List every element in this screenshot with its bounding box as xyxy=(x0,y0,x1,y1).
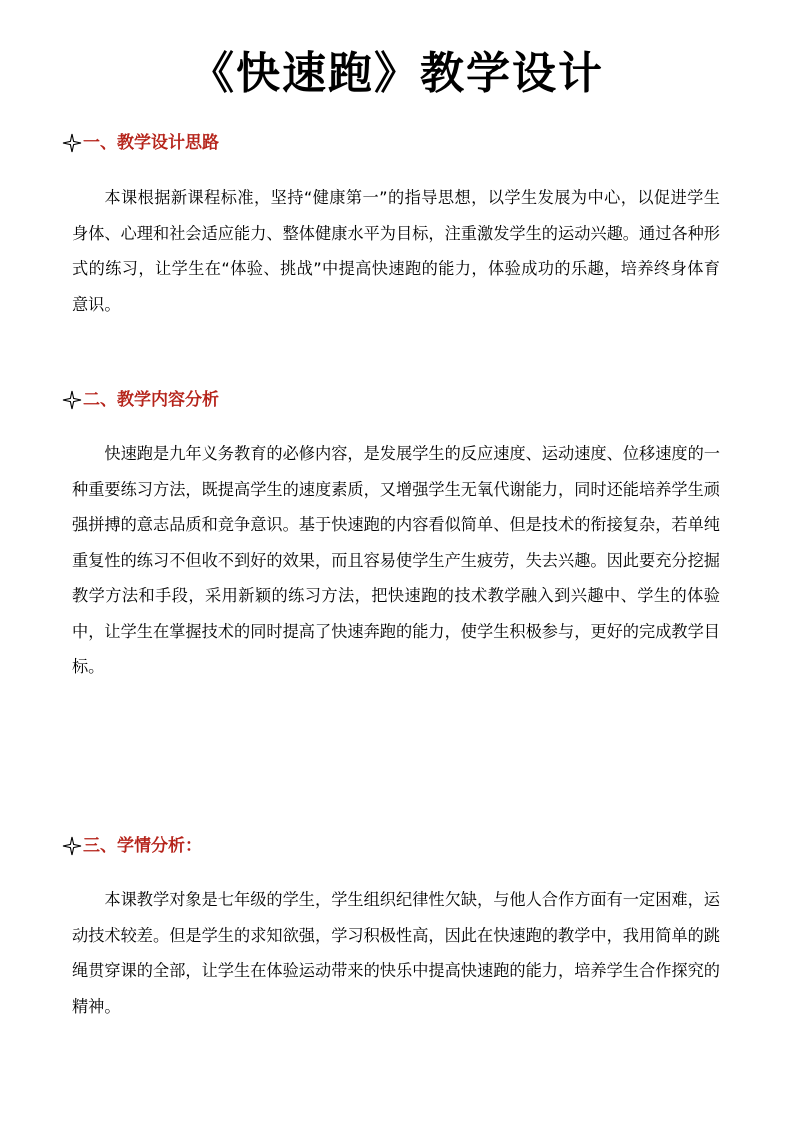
section-body-content-analysis: 快速跑是九年义务教育的必修内容，是发展学生的反应速度、运动速度、位移速度的一种重要练习方法，既提高学生的速度素质，又增强学生无氧代谢能力，同时还能培养学生顽强拼搏的意志品质和竞争意识。基于快速跑的内容看似简单、但是技术的衔接复杂，若单纯重复性的练习不但收不到好的效果，而且容易使学生产生疲劳，失去兴趣。因此要充分挖掘教学方法和手段，采用新颖的练习方法，把快速跑的技术教学融入到兴趣中、学生的体验中，让学生在掌握技术的同时提高了快速奔跑的能力，使学生积极参与，更好的完成教学目标。 xyxy=(72,444,720,676)
section-heading-student-analysis xyxy=(62,833,202,859)
section-heading-label: 三、学情分析： xyxy=(83,836,202,856)
section-heading-label: 二、教学内容分析 xyxy=(83,390,219,410)
four-point-star-icon xyxy=(62,390,82,410)
section-heading-content-analysis xyxy=(62,387,219,413)
section-body-student-analysis: 本课教学对象是七年级的学生，学生组织纪律性欠缺，与他人合作方面有一定困难，运动技术较差。但是学生的求知欲强，学习积极性高，因此在快速跑的教学中，我用简单的跳绳贯穿课的全部，让学生在体验运动带来的快乐中提高快速跑的能力，培养学生合作探究的精神。 xyxy=(72,890,720,1016)
four-point-star-icon xyxy=(62,836,82,856)
page-title: 《快速跑》教学设计 xyxy=(190,48,604,99)
section-body-design-ideas: 本课根据新课程标准，坚持“健康第一”的指导思想，以学生发展为中心，以促进学生身体、心理和社会适应能力、整体健康水平为目标，注重激发学生的运动兴趣。通过各种形式的练习，让学生在“体验、挑战”中提高快速跑的能力，体验成功的乐趣，培养终身体育意识。 xyxy=(72,188,720,314)
four-point-star-icon xyxy=(62,133,82,153)
section-heading-label: 一、教学设计思路 xyxy=(83,133,219,153)
section-heading-design-ideas xyxy=(62,130,219,156)
